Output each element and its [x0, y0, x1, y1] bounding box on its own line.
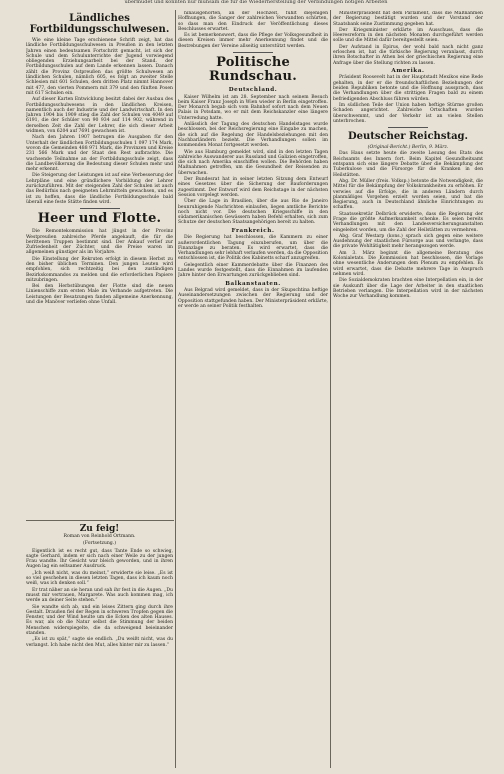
paragraph: Der Kriegsminister erklärte im Ausschuss, dass die Heeresreform in den nächsten Monaten durchgeführt werden solle und die Mittel dafür bereitgestellt seien. [333, 27, 483, 44]
column-rule-1 [175, 10, 176, 768]
feuilleton-story [26, 524, 173, 764]
separator [233, 52, 273, 53]
paragraph: Ministerpräsident hat dem Parlament, dass die Maßnahmen der Regierung bestätigt wurden und der Vorstand der Staatsbank seine Zustimmung gegeben hat. [333, 11, 483, 27]
paragraph: Die Einstellung der Rekruten erfolgt in diesem Herbst zu den bisher üblichen Terminen. Den jungen Leuten wird empfohlen, sich rechtzeitig bei den zuständigen Bezirkskommandos zu melden und die erforderlichen Papiere mitzubringen. [26, 256, 173, 283]
article-title-heer-und-flotte: Heer und Flotte. [37, 211, 162, 227]
paragraph: hinausgehörten, an der Hochzeit, fühlt diejenigen Hoffnungen, die Sanger der zahlreichen Verwandten schürten, so dass man den Eindruck der Veröffentlichung dieses Beschlusses erwartet. [178, 11, 328, 32]
subsection-deutschland: Deutschland. [228, 87, 278, 94]
paragraph: Wie eine kleine Tage erschienene Schrift zeigt, hat das ländliche Fortbildungsschulwesen in Preußen in den letzten Jahren einen bedeutsamen Fortschritt gemacht, ist sich der Schule und dem Schulunterrichte der Jugend vorwiegend obliegenden Erziehungsarbeit bei der Stand. der Fortbildungsschulen auf dem Lande erkennen lassen. Danach zählt die Provinz Ostpreußen das größte Schulwesen an ländlichen Schulen, nämlich 605, es folgt an zweiter Stelle Schlesien mit 601 Schulen, dem dritten Platz nimmt Hannover mit 477, den vierten Pommern mit 379 und den fünften Posen mit 617 Schulen ein. [26, 38, 173, 96]
section-title-politische-rundschau: Politische Rundschau. [209, 55, 297, 85]
article-title-fortbildungsschulwesen: Ländliches Fortbildungsschulwesen. [29, 13, 170, 35]
story-title: Zu feig! [79, 524, 120, 534]
story-byline: Roman von Reinhold Ortmann. [63, 534, 136, 539]
paragraph: Präsident Roosevelt hat in der Hauptstadt Mexikos eine Rede gehalten, in der er die freundschaftlichen Beziehungen der beiden Republiken betonte und die Hoffnung aussprach, dass die Verhandlungen über die strittigen Fragen bald zu einem befriedigenden Abschluss führen würden. [333, 75, 483, 102]
paragraph: Bei den Herbstübungen der Flotte sind die neuen Linienschiffe zum ersten Male im Verbande aufgetreten. Die Leistungen der Besatzungen fanden allgemeine Anerkennung, und die Manöver verliefen ohne Unfall. [26, 284, 173, 306]
column-rule-2 [330, 10, 331, 768]
paragraph: Sie wandte sich ab, und ein leises Zittern ging durch ihre Gestalt. Draußen fiel der Regen in schweren Tropfen gegen die Fenster, und der Wind heulte um die Ecken des alten Hauses. Es war, als ob die Natur selbst die Stimmung der beiden Menschen widerspiegelte, die da schweigend beieinander standen. [26, 604, 173, 637]
separator [80, 208, 120, 209]
dateline: (Original-Bericht.) Berlin, 9. März. [367, 145, 449, 151]
paragraph: Abg. Dr. Müller (freis. Volksp.) betonte die Notwendigkeit, die Mittel für die Bekämpfung der Volkskrankheiten zu erhöhen. Er verwies auf die Erfolge, die in anderen Ländern durch planmäßiges Vorgehen erzielt worden seien, und bat die Regierung, auch in Deutschland ähnliche Einrichtungen zu schaffen. [333, 178, 483, 211]
paragraph: Die Remontekommission hat jüngst in der Provinz Westpreußen zahlreiche Pferde angekauft, die für die berittenen Truppen bestimmt sind. Der Ankauf verlief zur Zufriedenheit der Züchter, und die Preise waren im allgemeinen günstiger als im Vorjahre. [26, 229, 173, 256]
column-3 [333, 11, 483, 769]
paragraph: Abg. Graf Westarp (kons.) sprach sich gegen eine weitere Ausdehnung der staatlichen Fürsorge aus und verlangte, dass die private Wohltätigkeit mehr herangezogen werde. [333, 233, 483, 250]
paragraph: Die Regierung hat beschlossen, die Kammern zu einer außerordentlichen Tagung einzuberufen, um über die Finanzlage zu beraten. Es wird erwartet, dass die Verhandlungen sehr lebhaft verlaufen werden, da die Opposition entschlossen ist, die Politik des Kabinetts scharf anzugreifen. [178, 235, 328, 262]
paragraph: Im südlichen Teile der Union haben heftige Stürme großen Schaden angerichtet. Zahlreiche Ortschaften wurden überschwemmt, und der Verkehr ist an vielen Stellen unterbrochen. [333, 102, 483, 124]
paragraph: Nach den Jahren 1907 betrugen die Ausgaben für den Unterhalt der ländlichen Fortbildungsschulen 1 097 174 Mark, wovon die Gemeinden 488 971 Mark, die Provinzen und Kreise 231 566 Mark und der Staat den Rest aufbrachte. Die wachsende Teilnahme an der Fortbildungsschule zeigt, dass die Landbevölkerung die Bedeutung dieser Schulen mehr und mehr erkennt. [26, 135, 173, 173]
paragraph: Aus Belgrad wird gemeldet, dass in der Skupschtina heftige Auseinandersetzungen zwischen der Regierung und der Opposition stattgefunden haben. Der Ministerpräsident erklärte, er werde an seiner Politik festhalten. [178, 288, 328, 309]
paragraph: Die Sozialdemokraten brachten eine Interpellation ein, in der sie Auskunft über die Lage der Arbeiter in den staatlichen Betrieben verlangen. Die Interpellation wird in der nächsten Woche zur Verhandlung kommen. [333, 278, 483, 300]
paragraph: Über die Lage in Brasilien, über die aus Rio de Janeiro beunruhigende Nachrichten einlaufen, liegen amtliche Berichte noch nicht vor. Die deutschen Kriegsschiffe in den südamerikanischen Gewässern haben Befehl erhalten, sich zum Schutze der deutschen Staatsangehörigen bereit zu halten. [178, 199, 328, 226]
paragraph: Gelegentlich einer Kammerdebatte über die Finanzen des Landes wurde festgestellt, dass die Einnahmen im laufenden Jahre hinter den Erwartungen zurückgeblieben sind. [178, 262, 328, 279]
paragraph: Wie aus Hamburg gemeldet wird, sind in den letzten Tagen zahlreiche Auswanderer aus Russland und Galizien eingetroffen, die sich nach Amerika einschiffen wollen. Die Behörden haben Maßnahmen getroffen, um die Gesundheit der Reisenden zu überwachen. [178, 149, 328, 176]
separator [388, 127, 428, 128]
subsection-balkanstaaten: Balkanstaaten. [225, 280, 281, 287]
column-1 [26, 11, 173, 521]
top-text-fragment: übermüdet und konnten nur mühsam die für die Wiederherstellung der Verbindungen nötigen Arbeiten [124, 0, 388, 5]
paragraph: Der Aufstand in Epirus, der wohl bald nach nicht ganz erloschen ist, hat die türkische Regierung veranlasst, durch ihren Botschafter in Athen bei der griechischen Regierung eine Anfrage über die Stellung richten zu lassen. [333, 44, 483, 66]
subsection-frankreich: Frankreich. [231, 227, 275, 234]
paragraph: Der Bundesrat hat in seiner letzten Sitzung dem Entwurf eines Gesetzes über die Sicherung der Bauforderungen zugestimmt. Der Entwurf wird dem Reichstage in der nächsten Session vorgelegt werden. [178, 177, 328, 198]
paragraph: Es ist bemerkenswert, dass die Pflege der Volksgesundheit in diesen Kreisen immer mehr Anerkennung findet und die Bestrebungen der Vereine allseitig unterstützt werden. [178, 33, 328, 49]
paragraph: Die Steigerung der Leistungen ist auf eine Verbesserung der Lehrpläne und eine gründlichere Vorbildung der Lehrer zurückzuführen. Mit der steigenden Zahl der Schulen ist auch das Bedürfnis nach geeigneten Lehrmitteln gewachsen, und es ist zu hoffen, dass die ländliche Fortbildungsschule bald überall eine feste Stätte finden wird. [26, 173, 173, 205]
paragraph: Das Haus setzte heute die zweite Lesung des Etats des Reichsamts des Innern fort. Beim Kapitel Gesundheitsamt entspann sich eine längere Debatte über die Bekämpfung der Tuberkulose und die Fürsorge für die Kranken in den Heilstätten. [333, 151, 483, 178]
paragraph: „Es ist zu spät,“ sagte sie endlich. „Du weißt nicht, was du verlangst. Ich habe nicht den Mut, alles hinter mir zu lassen.“ [26, 637, 173, 648]
subsection-amerika: Amerika. [391, 67, 425, 74]
paragraph: Er trat näher an sie heran und sah ihr fest in die Augen. „Du musst mir vertrauen, Margarete. Was auch kommen mag, ich werde an deiner Seite stehen.“ [26, 587, 173, 604]
paragraph: Staatssekretär Delbrück erwiderte, dass die Regierung der Frage die größte Aufmerksamkeit schenke. Es seien bereits Verhandlungen mit den Landesversicherungsanstalten eingeleitet worden, um die Zahl der Heilstätten zu vermehren. [333, 211, 483, 233]
story-continuation-note: (Fortsetzung.) [83, 541, 116, 547]
paragraph: Eigentlich ist es recht gut, dass Tante Ende so schwieg, sagte Gerhard, indem er sich nach einer Weile zu der jungen Frau wandte. Ihr Gesicht war bleich geworden, und in ihren Augen lag ein seltsamer Ausdruck. [26, 548, 173, 570]
column-2 [178, 11, 328, 769]
paragraph: Kaiser Wilhelm ist am 28. September nach seinem Besuch beim Kaiser Franz Joseph in Wien wieder in Berlin eingetroffen. Der Monarch begab sich vom Bahnhof sofort nach dem Neuen Palais in Potsdam, wo er mit dem Reichskanzler eine längere Unterredung hatte. [178, 94, 328, 121]
paragraph: Anlässlich der Tagung des deutschen Handelstages wurde beschlossen, bei der Reichsregierung eine Eingabe zu machen, die sich auf die Regelung der Handelsbeziehungen mit den Nachbarländern bezieht. Die Verhandlungen sollen im kommenden Monat fortgesetzt werden. [178, 122, 328, 149]
section-title-deutscher-reichstag: Deutscher Reichstag. [347, 131, 469, 143]
paragraph: Am 3. März beginnt die allgemeine Beratung des Kolonialetats. Die Kommission hat beschlossen, die Vorlage ohne wesentliche Änderungen dem Plenum zu empfehlen. Es wird erwartet, dass die Debatte mehrere Tage in Anspruch nehmen wird. [333, 250, 483, 277]
paragraph: „Ich weiß nicht, was du meinst,“ erwiderte sie leise. „Es ist so viel geschehen in diesen letzten Tagen, dass ich kaum noch weiß, was ich denken soll.“ [26, 570, 173, 587]
paragraph: Auf dieser Karten Entwicklung besitzt dabei der Ausbau des Fortbildungsschulwesens in den ländlichen Kreisen, namentlich auch der Industrie und der Landwirtschaft. In den Jahren 1904 bis 1909 stieg die Zahl der Schulen von 4049 auf 6191, die der Schüler von 90 934 auf 114 902, während in derselben Zeit die Zahl der Lehrer, die sich dieser Arbeit widmen, von 6204 auf 7691 gewachsen ist. [26, 97, 173, 135]
